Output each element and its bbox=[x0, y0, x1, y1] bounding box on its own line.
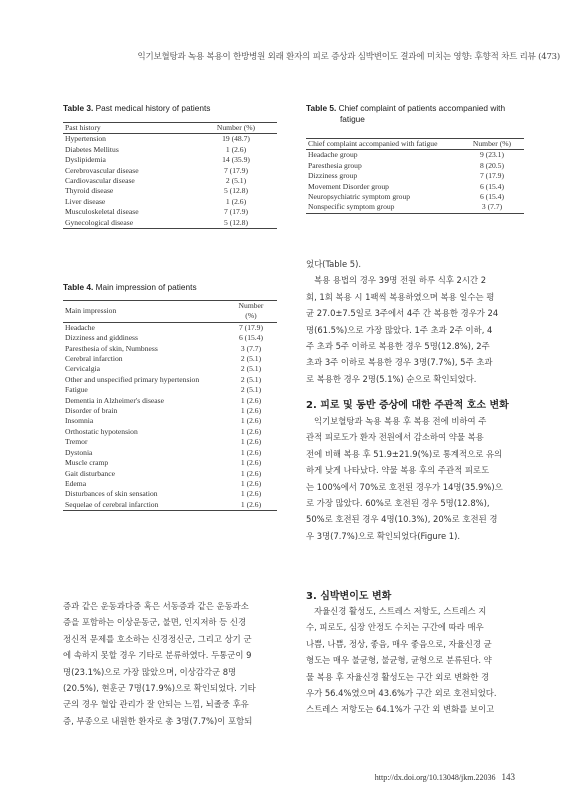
table3-row bbox=[63, 166, 277, 176]
table5 bbox=[306, 138, 524, 214]
text-line: 회, 1회 복용 시 1팩씩 복용하였으며 복용 일수는 평 bbox=[306, 291, 495, 302]
text-line: 에 속하지 못할 경우 기타로 분류하였다. 두통군이 9 bbox=[63, 650, 252, 661]
table5-header-number: Number (%) bbox=[472, 139, 512, 148]
table3-row-value: 5 (12.8) bbox=[223, 217, 249, 227]
table3-row-label: Diabetes Mellitus bbox=[65, 144, 119, 154]
right-body-text-1 bbox=[306, 256, 524, 387]
table3-row-value: 5 (12.8) bbox=[223, 186, 249, 196]
table5-row-label: Nonspecific symptom group bbox=[308, 202, 395, 212]
table4-row-value: 2 (5.1) bbox=[240, 374, 262, 384]
table5-row bbox=[306, 202, 524, 213]
table4-row-value: 2 (5.1) bbox=[240, 354, 262, 364]
text-line: 균 27.0±7.5일로 3주에서 4주 간 복용한 경우가 24 bbox=[306, 308, 499, 319]
table4-row-value: 1 (2.6) bbox=[240, 395, 262, 405]
table4-row bbox=[63, 458, 277, 468]
table4-row-label: Disturbances of skin sensation bbox=[65, 489, 158, 499]
table5-row bbox=[306, 150, 524, 161]
table4-row bbox=[63, 437, 277, 447]
table5-title: Chief complaint of patients accompanied with bbox=[338, 103, 506, 113]
table4-row-value: 1 (2.6) bbox=[240, 426, 262, 436]
table3-row-label: Cerebrovascular disease bbox=[65, 165, 139, 175]
table4-row-value: 6 (15.4) bbox=[238, 333, 264, 343]
text-line: 정신적 문제를 호소하는 신경정신군, 그리고 상기 군 bbox=[63, 633, 252, 644]
table4-row-label: Sequelae of cerebral infarction bbox=[65, 499, 159, 509]
table5-row-value: 6 (15.4) bbox=[479, 181, 505, 191]
text-line: 었다(Table 5). bbox=[306, 259, 362, 269]
table4-row-value: 1 (2.6) bbox=[240, 478, 262, 488]
table3-row-label: Hypertension bbox=[65, 134, 106, 144]
table3-row bbox=[63, 145, 277, 155]
text-line: 스트레스 저항도는 64.1%가 구간 외 변화를 보이고 bbox=[306, 704, 495, 715]
table3-row bbox=[63, 176, 277, 186]
text-line: 50%로 호전된 경우 4명(10.3%), 20%로 호전된 경 bbox=[306, 514, 498, 525]
table4-row-value: 1 (2.6) bbox=[240, 447, 262, 457]
table4-row-label: Insomnia bbox=[65, 416, 94, 426]
text-line: 우가 56.4%였으며 43.6%가 구간 외로 호전되었다. bbox=[306, 688, 497, 699]
table4-row-label: Paresthesia of skin, Numbness bbox=[65, 343, 158, 353]
table4 bbox=[63, 300, 277, 511]
table5-row bbox=[306, 161, 524, 171]
table3-row-value: 1 (2.6) bbox=[225, 196, 247, 206]
table3-row-value: 7 (17.9) bbox=[223, 207, 249, 217]
table4-row bbox=[63, 427, 277, 437]
table5-row-label: Dizziness group bbox=[308, 171, 358, 181]
text-line: 우 3명(7.7%)으로 확인되었다(Figure 1). bbox=[306, 530, 461, 541]
section3-title: 3. 심박변이도 변화 bbox=[306, 591, 392, 602]
table5-row-value: 7 (17.9) bbox=[479, 171, 505, 181]
table4-row-label: Headache bbox=[65, 322, 95, 332]
table5-label: Table 5. bbox=[306, 103, 337, 113]
text-line: 형도는 매우 불균형, 불균형, 균형으로 분류된다. 약 bbox=[306, 655, 492, 666]
text-line: 물 복용 후 자율신경 활성도는 구간 외로 변화한 경 bbox=[306, 671, 490, 682]
table4-row bbox=[63, 396, 277, 406]
text-line: (20.5%), 현훈군 7명(17.9%)으로 확인되었다. 기타 bbox=[63, 683, 256, 694]
table5-row-label: Neuropsychiatric symptom group bbox=[308, 192, 411, 202]
table5-caption bbox=[306, 103, 505, 125]
table4-row bbox=[63, 448, 277, 458]
table4-row-value: 1 (2.6) bbox=[240, 458, 262, 468]
table3-header-history: Past history bbox=[65, 123, 101, 132]
table4-row-label: Dystonia bbox=[65, 447, 93, 457]
table4-row bbox=[63, 354, 277, 364]
table4-row-value: 7 (17.9) bbox=[238, 322, 264, 332]
table4-row bbox=[63, 364, 277, 374]
table3-row bbox=[63, 207, 277, 217]
table5-row-value: 6 (15.4) bbox=[479, 192, 505, 202]
text-line: 자율신경 활성도, 스트레스 저항도, 스트레스 지 bbox=[314, 606, 487, 616]
table3-row-label: Thyroid disease bbox=[65, 186, 114, 196]
table4-row-label: Edema bbox=[65, 478, 87, 488]
table4-row-label: Dementia in Alzheimer's disease bbox=[65, 395, 165, 405]
page-number: 143 bbox=[501, 772, 515, 782]
footer bbox=[375, 772, 515, 782]
text-line: 익기보혈탕과 녹용 복용 후 복용 전에 비하여 주 bbox=[314, 416, 487, 426]
text-line: 전에 비해 복용 후 51.9±21.9(%)로 통계적으로 유의 bbox=[306, 448, 503, 459]
table4-row-value: 1 (2.6) bbox=[240, 468, 262, 478]
table5-row-value: 8 (20.5) bbox=[479, 160, 505, 170]
table4-caption bbox=[63, 282, 197, 292]
table4-header-impression: Main impression bbox=[65, 306, 117, 316]
table3-row-label: Musculoskeletal disease bbox=[65, 207, 139, 217]
table4-row-value: 1 (2.6) bbox=[240, 437, 262, 447]
table5-title-cont: fatigue bbox=[340, 114, 365, 124]
table5-row-value: 3 (7.7) bbox=[481, 202, 503, 212]
table5-row bbox=[306, 182, 524, 192]
table4-row-value: 1 (2.6) bbox=[240, 406, 262, 416]
right-body-text-2 bbox=[306, 413, 524, 544]
table4-row-label: Disorder of brain bbox=[65, 406, 118, 416]
table4-row-label: Cerebral infarction bbox=[65, 354, 123, 364]
table4-row-value: 1 (2.6) bbox=[240, 489, 262, 499]
text-line: 명(61.5%)으로 가장 많았다. 1주 초과 2주 이하, 4 bbox=[306, 324, 493, 335]
table3-row bbox=[63, 197, 277, 207]
table3-caption bbox=[63, 103, 210, 113]
text-line: 군의 경우 혈압 관리가 잘 안되는 느낌, 뇌졸중 후유 bbox=[63, 699, 249, 710]
text-line: 초과 3주 이하로 복용한 경우 3명(7.7%), 5주 초과 bbox=[306, 357, 493, 368]
table4-row bbox=[63, 479, 277, 489]
table3-row-value: 14 (35.9) bbox=[222, 155, 250, 165]
right-body-text-3 bbox=[306, 603, 524, 718]
table4-row bbox=[63, 500, 277, 511]
table3-row-value: 7 (17.9) bbox=[223, 165, 249, 175]
table4-row-value: 2 (5.1) bbox=[240, 385, 262, 395]
table4-row bbox=[63, 322, 277, 333]
table4-row-value: 2 (5.1) bbox=[240, 364, 262, 374]
table3-row bbox=[63, 218, 277, 229]
table3-row-value: 1 (2.6) bbox=[225, 144, 247, 154]
text-line: 나쁨, 나쁨, 정상, 좋음, 매우 좋음으로, 자율신경 균 bbox=[306, 638, 492, 649]
table4-row-value: 1 (2.6) bbox=[240, 416, 262, 426]
section2-title: 2. 피로 및 동반 증상에 대한 주관적 호소 변화 bbox=[306, 400, 509, 411]
text-line: 주 초과 5주 이하로 복용한 경우 5명(12.8%), 2주 bbox=[306, 341, 490, 352]
footer-doi: http://dx.doi.org/10.13048/jkm.22036 bbox=[374, 773, 496, 782]
table4-row bbox=[63, 385, 277, 395]
table5-row bbox=[306, 192, 524, 202]
table4-row-label: Muscle cramp bbox=[65, 458, 109, 468]
table4-row-label: Dizziness and giddiness bbox=[65, 333, 138, 343]
table5-row bbox=[306, 171, 524, 181]
text-line: 증, 부종으로 내원한 환자로 총 3명(7.7%)이 포함되 bbox=[63, 715, 253, 726]
table4-row bbox=[63, 344, 277, 354]
table3-row bbox=[63, 134, 277, 145]
table4-header-number bbox=[225, 301, 277, 323]
table4-row bbox=[63, 489, 277, 499]
text-line: 증과 같은 운동과다증 혹은 서동증과 같은 운동과소 bbox=[63, 601, 249, 611]
table3-row-label: Gynecological disease bbox=[65, 217, 134, 227]
running-header: 익기보혈탕과 녹용 복용이 한방병원 외래 환자의 피로 증상과 심박변이도 결과에 미치는 영향: 후향적 차트 리뷰 (473) bbox=[137, 52, 560, 62]
table4-row-label: Other and unspecified primary hypertension bbox=[65, 374, 200, 384]
text-line: 하게 낮게 나타났다. 약물 복용 후의 주관적 피로도 bbox=[306, 465, 490, 476]
text-line: 는 100%에서 70%로 호전된 경우가 14명(35.9%)으 bbox=[306, 481, 503, 492]
table3-title: Past medical history of patients bbox=[95, 103, 211, 113]
table5-row-label: Movement Disorder group bbox=[308, 181, 389, 191]
table3-row-value: 19 (48.7) bbox=[222, 134, 250, 144]
table4-header-number-line2: (%) bbox=[245, 311, 257, 321]
text-line: 수, 피로도, 심장 안정도 수치는 구간에 따라 매우 bbox=[306, 622, 484, 633]
table3-row-label: Cardiovascular disease bbox=[65, 176, 135, 186]
text-line: 명(23.1%)으로 가장 많았으며, 이상감각군 8명 bbox=[63, 666, 237, 677]
table4-row-label: Cervicalgia bbox=[65, 364, 100, 374]
text-line: 복용 용법의 경우 39명 전원 하루 식후 2시간 2 bbox=[314, 275, 487, 286]
table4-row bbox=[63, 333, 277, 343]
table5-row-label: Headache group bbox=[308, 150, 358, 160]
table4-row bbox=[63, 469, 277, 479]
table3 bbox=[63, 122, 277, 229]
table4-row-value: 3 (7.7) bbox=[240, 343, 262, 353]
table3-label: Table 3. bbox=[63, 103, 94, 113]
table4-row bbox=[63, 406, 277, 416]
table3-row bbox=[63, 186, 277, 196]
table4-row-label: Orthostatic hypotension bbox=[65, 426, 138, 436]
table3-row-value: 2 (5.1) bbox=[225, 176, 247, 186]
table3-header-number: Number (%) bbox=[216, 123, 256, 132]
table5-header-complaint: Chief complaint accompanied with fatigue bbox=[308, 139, 438, 148]
table3-row-label: Liver disease bbox=[65, 196, 106, 206]
text-line: 로 가장 많았다. 60%로 호전된 경우 5명(12.8%), bbox=[306, 498, 490, 509]
table4-row bbox=[63, 416, 277, 426]
table4-row-label: Gait disturbance bbox=[65, 468, 115, 478]
text-line: 증을 포함하는 이상운동군, 불면, 인지저하 등 신경 bbox=[63, 617, 247, 628]
left-body-text bbox=[63, 598, 277, 729]
table4-title: Main impression of patients bbox=[95, 282, 197, 292]
table4-row-label: Tremor bbox=[65, 437, 88, 447]
table5-row-value: 9 (23.1) bbox=[479, 150, 505, 160]
table4-header-number-line1: Number bbox=[238, 301, 264, 310]
table4-row-label: Fatigue bbox=[65, 385, 88, 395]
text-line: 로 복용한 경우 2명(5.1%) 순으로 확인되었다. bbox=[306, 373, 477, 384]
text-line: 관적 피로도가 환자 전원에서 감소하여 약물 복용 bbox=[306, 432, 484, 443]
table3-row bbox=[63, 155, 277, 165]
table5-row-label: Paresthesia group bbox=[308, 160, 362, 170]
table3-row-label: Dyslipidemia bbox=[65, 155, 106, 165]
table4-row-value: 1 (2.6) bbox=[240, 499, 262, 509]
table4-label: Table 4. bbox=[63, 282, 94, 292]
table4-row bbox=[63, 375, 277, 385]
